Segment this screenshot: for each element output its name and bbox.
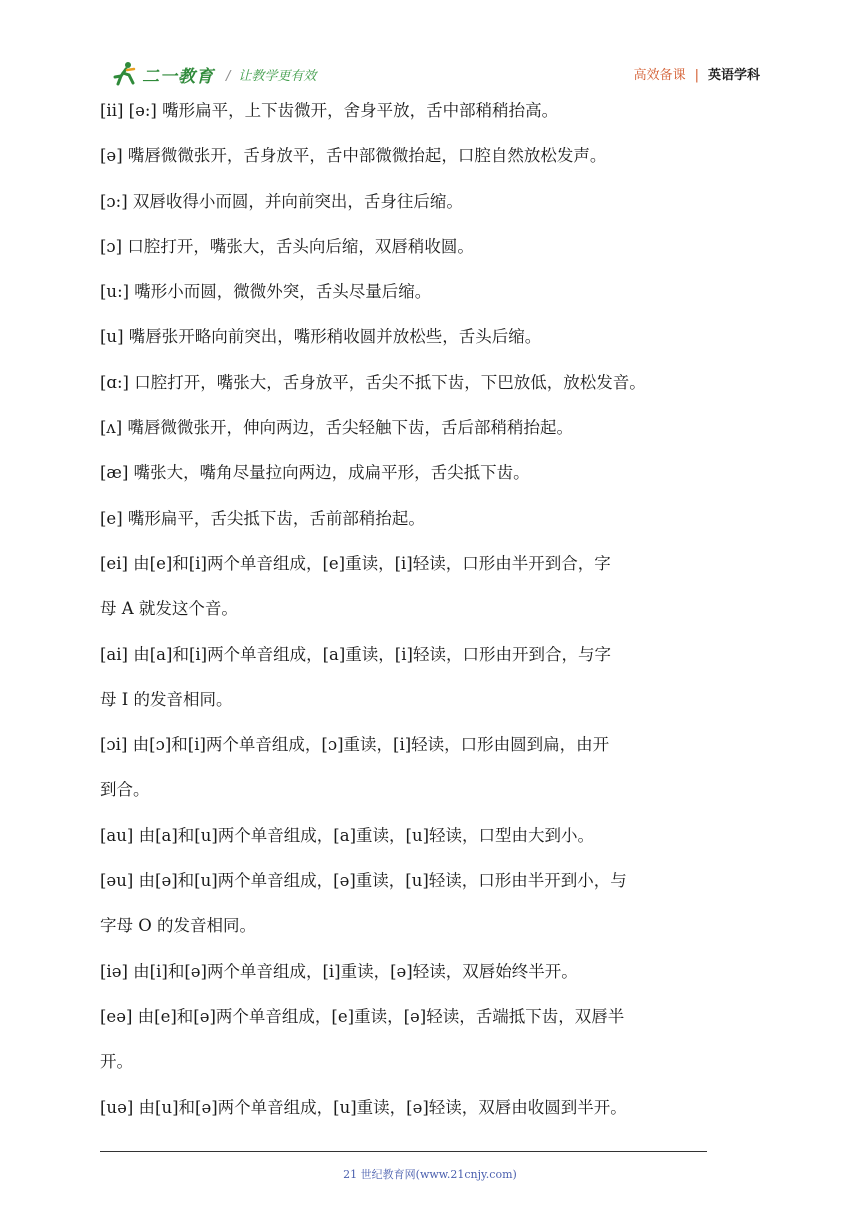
page-header [0,0,860,92]
text-line: 母 I 的发音相同。 [100,689,233,709]
slogan-text: 让教学更有效 [238,68,317,84]
text-line: [iə] 由[i]和[ə]两个单音组成，[i]重读，[ə]轻读，双唇始终半开。 [100,961,578,981]
text-line: [ɔ:] 双唇收得小而圆，并向前突出，舌身往后缩。 [100,191,463,211]
brand-logo[interactable] [110,60,316,88]
header-subject [634,64,760,83]
phonetics-body [100,88,762,1130]
text-line: [eə] 由[e]和[ə]两个单音组成，[e]重读，[ə]轻读，舌端抵下齿，双唇半 [100,1006,625,1026]
header-divider: | [694,68,699,83]
text-line: [e] 嘴形扁平，舌尖抵下齿，舌前部稍抬起。 [100,508,425,528]
slogan-separator: / [226,68,231,84]
text-line: [ii] [ə:] 嘴形扁平，上下齿微开，舍身平放，舌中部稍稍抬高。 [100,101,559,120]
running-figure-icon [110,61,140,87]
text-line: [ɔi] 由[ɔ]和[i]两个单音组成，[ɔ]重读，[i]轻读，口形由圆到扁，由开 [100,735,610,755]
text-line: 字母 O 的发音相同。 [100,916,257,936]
text-line: [u:] 嘴形小而圆，微微外突，舌头尽量后缩。 [100,282,432,302]
text-line: 到合。 [100,780,150,800]
text-line: 母 A 就发这个音。 [100,599,238,619]
text-line: [ei] 由[e]和[i]两个单音组成，[e]重读，[i]轻读，口形由半开到合，字 [100,553,611,573]
logo-text: 二一教育 [142,66,214,87]
header-tag-efficient: 高效备课 [633,68,686,83]
slogan [226,65,316,84]
footer-divider [100,1151,707,1152]
header-tag-subject: 英语学科 [707,68,760,83]
text-line: 开。 [100,1052,133,1072]
text-line: [au] 由[a]和[u]两个单音组成，[a]重读，[u]轻读，口型由大到小。 [100,825,595,845]
text-line: [ɑ:] 口腔打开，嘴张大，舌身放平，舌尖不抵下齿，下巴放低，放松发音。 [100,372,646,392]
text-line: [ʌ] 嘴唇微微张开，伸向两边，舌尖轻触下齿，舌后部稍稍抬起。 [100,418,573,438]
text-line: [uə] 由[u]和[ə]两个单音组成，[u]重读，[ə]轻读，双唇由收圆到半开。 [100,1097,627,1117]
text-line: [ai] 由[a]和[i]两个单音组成，[a]重读，[i]轻读，口形由开到合，与字 [100,644,611,664]
text-line: [əu] 由[ə]和[u]两个单音组成，[ə]重读，[u]轻读，口形由半开到小，与 [100,871,627,891]
text-line: [u] 嘴唇张开略向前突出，嘴形稍收圆并放松些，舌头后缩。 [100,327,542,347]
text-line: [ɔ] 口腔打开，嘴张大，舌头向后缩，双唇稍收圆。 [100,236,474,256]
text-line: [æ] 嘴张大，嘴角尽量拉向两边，成扁平形，舌尖抵下齿。 [100,463,530,483]
text-line: [ə] 嘴唇微微张开，舌身放平，舌中部微微抬起，口腔自然放松发声。 [100,146,607,166]
footer-link[interactable]: 21 世纪教育网(www.21cnjy.com) [343,1168,517,1181]
